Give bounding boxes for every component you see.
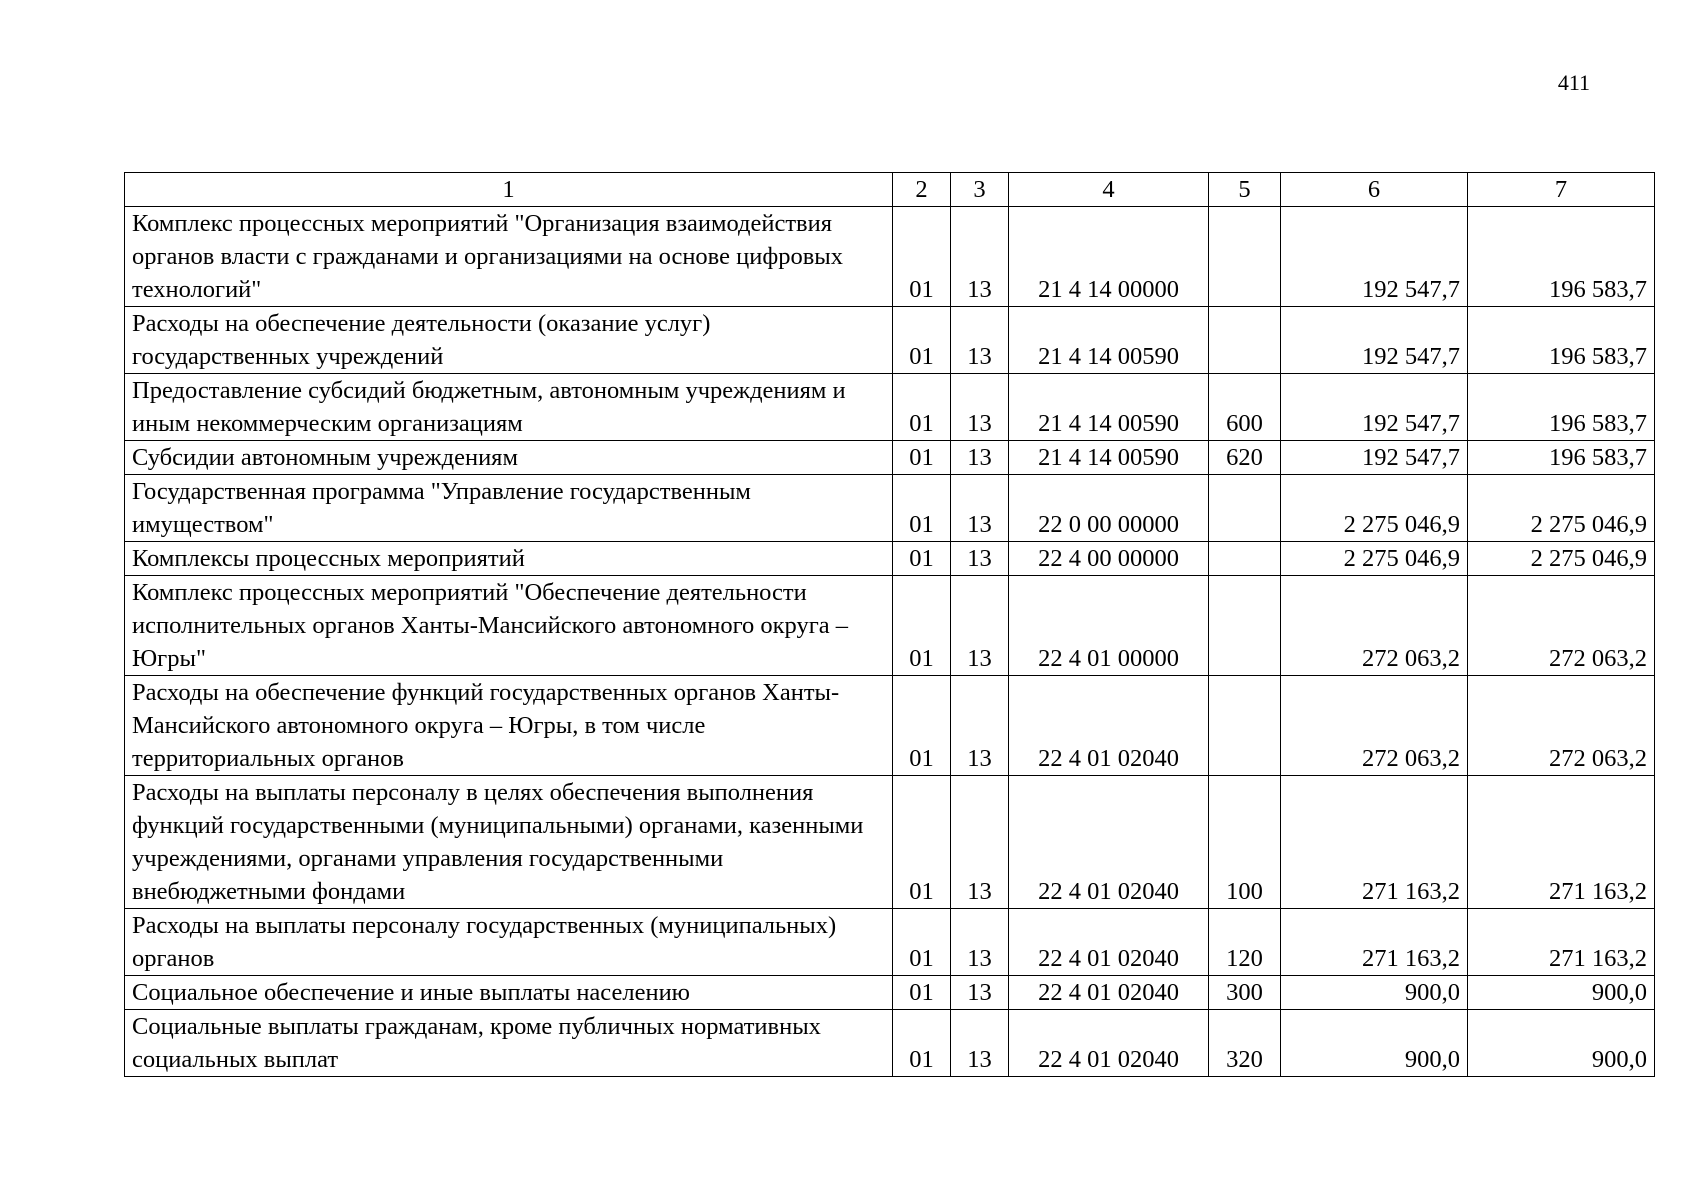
- table-row: [125, 374, 1655, 441]
- row-rz: 01: [893, 976, 951, 1010]
- table-body: [125, 207, 1655, 1077]
- row-csr: 21 4 14 00590: [1009, 374, 1209, 441]
- table-row: [125, 576, 1655, 676]
- row-sum-2: 272 063,2: [1468, 676, 1655, 776]
- row-name: Расходы на обеспечение функций государственных органов Ханты-Мансийского автономного округа – Югры, в том числе территориальных органов: [125, 676, 893, 776]
- row-sum-1: 2 275 046,9: [1281, 542, 1468, 576]
- table-header: [125, 173, 1655, 207]
- table-row: [125, 776, 1655, 909]
- row-pr: 13: [951, 1010, 1009, 1077]
- row-vr: 300: [1209, 976, 1281, 1010]
- row-sum-2: 271 163,2: [1468, 776, 1655, 909]
- row-sum-2: 196 583,7: [1468, 307, 1655, 374]
- row-pr: 13: [951, 374, 1009, 441]
- row-name: Предоставление субсидий бюджетным, автономным учреждениям и иным некоммерческим организациям: [125, 374, 893, 441]
- row-vr: [1209, 307, 1281, 374]
- row-sum-2: 2 275 046,9: [1468, 475, 1655, 542]
- row-name: Субсидии автономным учреждениям: [125, 441, 893, 475]
- row-rz: 01: [893, 576, 951, 676]
- row-csr: 22 4 01 02040: [1009, 909, 1209, 976]
- row-name: Расходы на выплаты персоналу в целях обеспечения выполнения функций государственными (муниципальными) органами, казенными учреждениями, органами управления государственными внебюджетными фондами: [125, 776, 893, 909]
- row-sum-2: 196 583,7: [1468, 374, 1655, 441]
- row-pr: 13: [951, 475, 1009, 542]
- row-rz: 01: [893, 374, 951, 441]
- row-name: Комплекс процессных мероприятий "Обеспечение деятельности исполнительных органов Ханты-Мансийского автономного округа – Югры": [125, 576, 893, 676]
- row-sum-2: 900,0: [1468, 1010, 1655, 1077]
- table-row: [125, 441, 1655, 475]
- row-sum-1: 192 547,7: [1281, 374, 1468, 441]
- row-name: Социальное обеспечение и иные выплаты населению: [125, 976, 893, 1010]
- header-col-3: 3: [951, 173, 1009, 207]
- row-pr: 13: [951, 776, 1009, 909]
- row-sum-2: 900,0: [1468, 976, 1655, 1010]
- row-rz: 01: [893, 307, 951, 374]
- header-col-7: 7: [1468, 173, 1655, 207]
- row-csr: 21 4 14 00000: [1009, 207, 1209, 307]
- row-name: Государственная программа "Управление государственным имуществом": [125, 475, 893, 542]
- table-row: [125, 207, 1655, 307]
- table-row: [125, 542, 1655, 576]
- row-name: Социальные выплаты гражданам, кроме публичных нормативных социальных выплат: [125, 1010, 893, 1077]
- table-row: [125, 676, 1655, 776]
- row-name: Расходы на выплаты персоналу государственных (муниципальных) органов: [125, 909, 893, 976]
- row-sum-1: 192 547,7: [1281, 307, 1468, 374]
- row-pr: 13: [951, 576, 1009, 676]
- row-rz: 01: [893, 909, 951, 976]
- row-rz: 01: [893, 542, 951, 576]
- row-pr: 13: [951, 676, 1009, 776]
- table-row: [125, 475, 1655, 542]
- row-csr: 22 4 01 02040: [1009, 676, 1209, 776]
- row-pr: 13: [951, 307, 1009, 374]
- row-rz: 01: [893, 676, 951, 776]
- row-sum-2: 2 275 046,9: [1468, 542, 1655, 576]
- row-vr: [1209, 207, 1281, 307]
- row-sum-2: 196 583,7: [1468, 441, 1655, 475]
- header-col-1: 1: [125, 173, 893, 207]
- header-col-6: 6: [1281, 173, 1468, 207]
- row-csr: 22 4 00 00000: [1009, 542, 1209, 576]
- row-sum-1: 900,0: [1281, 976, 1468, 1010]
- row-csr: 22 0 00 00000: [1009, 475, 1209, 542]
- row-vr: [1209, 576, 1281, 676]
- row-sum-1: 272 063,2: [1281, 576, 1468, 676]
- row-pr: 13: [951, 976, 1009, 1010]
- row-name: Комплексы процессных мероприятий: [125, 542, 893, 576]
- row-vr: [1209, 475, 1281, 542]
- row-vr: 120: [1209, 909, 1281, 976]
- budget-table: [124, 172, 1655, 1077]
- row-csr: 21 4 14 00590: [1009, 441, 1209, 475]
- row-sum-1: 192 547,7: [1281, 441, 1468, 475]
- table-row: [125, 307, 1655, 374]
- row-name: Расходы на обеспечение деятельности (оказание услуг) государственных учреждений: [125, 307, 893, 374]
- row-pr: 13: [951, 207, 1009, 307]
- row-pr: 13: [951, 909, 1009, 976]
- row-csr: 21 4 14 00590: [1009, 307, 1209, 374]
- row-sum-1: 2 275 046,9: [1281, 475, 1468, 542]
- header-row: [125, 173, 1655, 207]
- row-sum-2: 196 583,7: [1468, 207, 1655, 307]
- header-col-4: 4: [1009, 173, 1209, 207]
- header-col-5: 5: [1209, 173, 1281, 207]
- row-vr: [1209, 542, 1281, 576]
- row-rz: 01: [893, 441, 951, 475]
- row-rz: 01: [893, 1010, 951, 1077]
- row-rz: 01: [893, 475, 951, 542]
- row-sum-1: 272 063,2: [1281, 676, 1468, 776]
- header-col-2: 2: [893, 173, 951, 207]
- row-csr: 22 4 01 00000: [1009, 576, 1209, 676]
- row-sum-1: 192 547,7: [1281, 207, 1468, 307]
- row-sum-1: 271 163,2: [1281, 776, 1468, 909]
- row-csr: 22 4 01 02040: [1009, 976, 1209, 1010]
- row-vr: [1209, 676, 1281, 776]
- row-sum-2: 271 163,2: [1468, 909, 1655, 976]
- row-sum-2: 272 063,2: [1468, 576, 1655, 676]
- table-row: [125, 976, 1655, 1010]
- row-name: Комплекс процессных мероприятий "Организация взаимодействия органов власти с гражданами и организациями на основе цифровых технологий": [125, 207, 893, 307]
- row-csr: 22 4 01 02040: [1009, 1010, 1209, 1077]
- row-vr: 600: [1209, 374, 1281, 441]
- row-sum-1: 900,0: [1281, 1010, 1468, 1077]
- page-number: 411: [1557, 70, 1590, 95]
- row-rz: 01: [893, 207, 951, 307]
- row-vr: 320: [1209, 1010, 1281, 1077]
- row-csr: 22 4 01 02040: [1009, 776, 1209, 909]
- row-rz: 01: [893, 776, 951, 909]
- row-sum-1: 271 163,2: [1281, 909, 1468, 976]
- row-vr: 620: [1209, 441, 1281, 475]
- row-pr: 13: [951, 542, 1009, 576]
- table-row: [125, 909, 1655, 976]
- table-row: [125, 1010, 1655, 1077]
- row-pr: 13: [951, 441, 1009, 475]
- row-vr: 100: [1209, 776, 1281, 909]
